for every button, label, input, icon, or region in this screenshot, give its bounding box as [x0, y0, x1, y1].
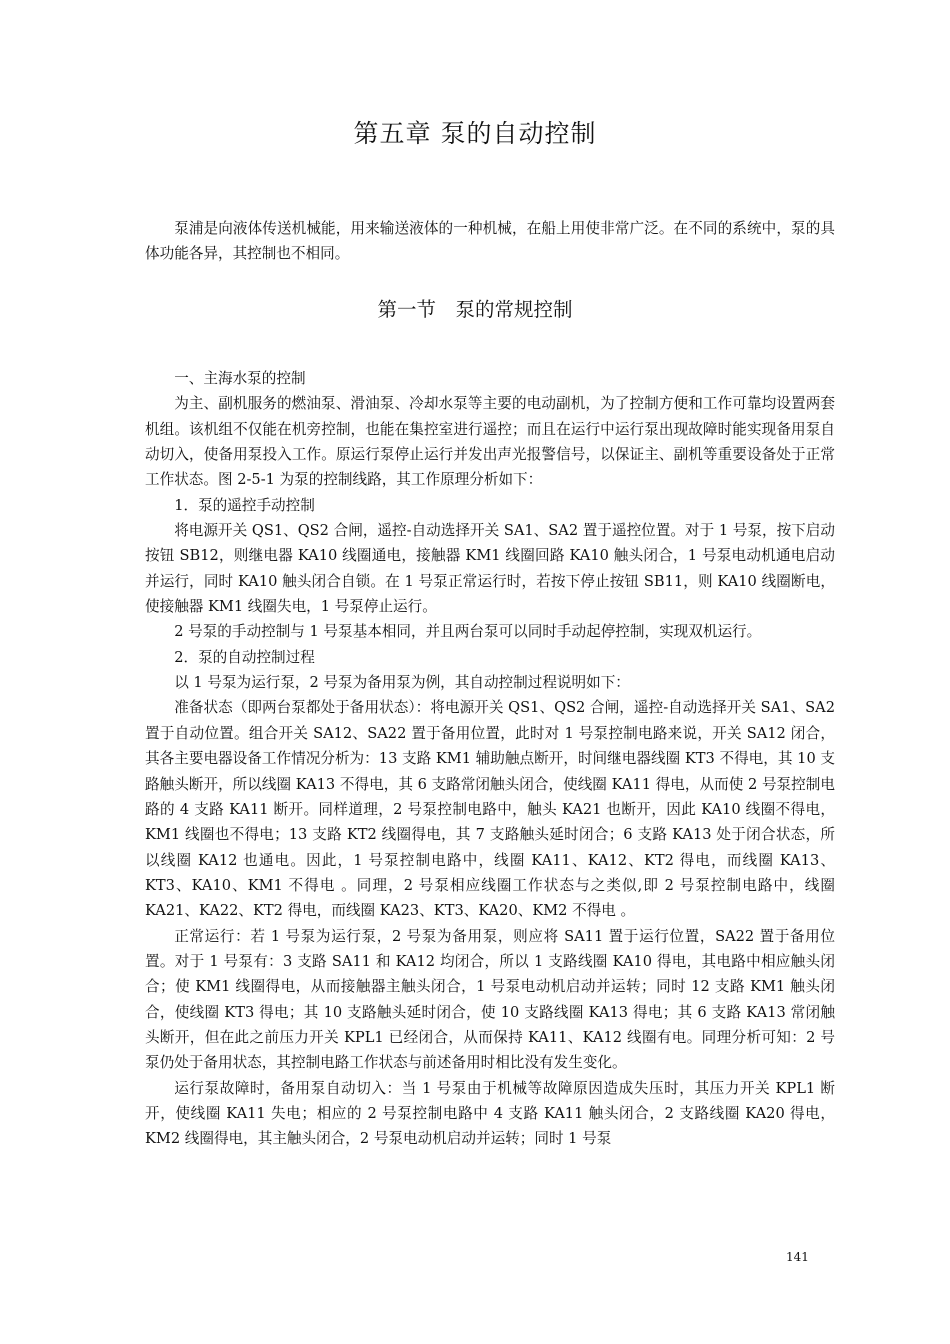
paragraph: 为主、副机服务的燃油泵、滑油泵、冷却水泵等主要的电动副机，为了控制方便和工作可靠均设置两套机组。该机组不仅能在机旁控制，也能在集控室进行遥控；而且在运行中运行泵出现故障时能实现备用泵自动切入，使备用泵投入工作。原运行泵停止运行并发出声光报警信号，以保证主、副机等重要设备处于正常工作状态。图 2-5-1 为泵的控制线路，其工作原理分析如下： [145, 395, 835, 489]
body-text [145, 366, 835, 1152]
page-number: 141 [786, 1250, 809, 1264]
numbered-heading: 2．泵的自动控制过程 [174, 648, 315, 666]
numbered-heading: 1．泵的遥控手动控制 [174, 496, 315, 514]
intro-block [145, 216, 835, 267]
paragraph: 准备状态（即两台泵都处于备用状态）：将电源开关 QS1、QS2 合闸，遥控-自动选择开关 SA1、SA2 置于自动位置。组合开关 SA12、SA22 置于备用位置，此时对 1 号泵控制电路来说，开关 SA12 闭合，其各主要电器设备工作情况分析为：13 支路 KM1 辅助触点断开，时间继电器线圈 KT3 不得电，其 10 支路触头断开，所以线圈 KA13 不得电，其 6 支路常闭触头闭合，使线圈 KA11 得电，从而使 2 号泵控制电路的 4 支路 KA11 断开。同样道理，2 号泵控制电路中，触头 KA21 也断开，因此 KA10 线圈不得电，KM1 线圈也不得电；13 支路 KT2 线圈得电，其 7 支路触头延时闭合；6 支路 KA13 处于闭合状态，所以线圈 KA12 也通电。因此，1 号泵控制电路中，线圈 KA11、KA12、KT2 得电，而线圈 KA13、KT3、KA10、KM1 不得电 。同理，2 号泵相应线圈工作状态与之类似,即 2 号泵控制电路中，线圈 KA21、KA22、KT2 得电，而线圈 KA23、KT3、KA20、KM2 不得电 。 [145, 699, 835, 920]
paragraph: 以 1 号泵为运行泵，2 号泵为备用泵为例，其自动控制过程说明如下： [174, 674, 630, 692]
intro-paragraph: 泵浦是向液体传送机械能，用来输送液体的一种机械，在船上用使非常广泛。在不同的系统中，泵的具体功能各异，其控制也不相同。 [145, 220, 835, 263]
paragraph: 正常运行：若 1 号泵为运行泵，2 号泵为备用泵，则应将 SA11 置于运行位置，SA22 置于备用位置。对于 1 号泵有：3 支路 SA11 和 KA12 均闭合，所以 1 支路线圈 KA10 得电，其电路中相应触头闭合；使 KM1 线圈得电，从而接触器主触头闭合，1 号泵电动机启动并运转；同时 12 支路 KM1 触头闭合，使线圈 KT3 得电；其 10 支路触头延时闭合，使 10 支路线圈 KA13 得电；其 6 支路 KA13 常闭触头断开，但在此之前压力开关 KPL1 已经闭合，从而保持 KA11、KA12 线圈有电。同理分析可知：2 号泵仍处于备用状态，其控制电路工作状态与前述备用时相比没有发生变化。 [145, 927, 835, 1072]
subsection-heading: 一、主海水泵的控制 [174, 370, 306, 387]
section-title: 第一节 泵的常规控制 [377, 298, 573, 321]
paragraph: 将电源开关 QS1、QS2 合闸，遥控-自动选择开关 SA1、SA2 置于遥控位置。对于 1 号泵，按下启动按钮 SB12，则继电器 KA10 线圈通电，接触器 KM1 线圈回路 KA10 触头闭合，1 号泵电动机通电启动并运行，同时 KA10 触头闭合自锁。在 1 号泵正常运行时，若按下停止按钮 SB11，则 KA10 线圈断电，使接触器 KM1 线圈失电，1 号泵停止运行。 [145, 522, 835, 616]
paragraph: 运行泵故障时，备用泵自动切入：当 1 号泵由于机械等故障原因造成失压时，其压力开关 KPL1 断开，使线圈 KA11 失电；相应的 2 号泵控制电路中 4 支路 KA11 触头闭合，2 支路线圈 KA20 得电，KM2 线圈得电，其主触头闭合，2 号泵电动机启动并运转；同时 1 号泵 [145, 1079, 835, 1148]
chapter-title: 第五章 泵的自动控制 [353, 119, 597, 148]
paragraph: 2 号泵的手动控制与 1 号泵基本相同，并且两台泵可以同时手动起停控制，实现双机运行。 [174, 623, 762, 641]
